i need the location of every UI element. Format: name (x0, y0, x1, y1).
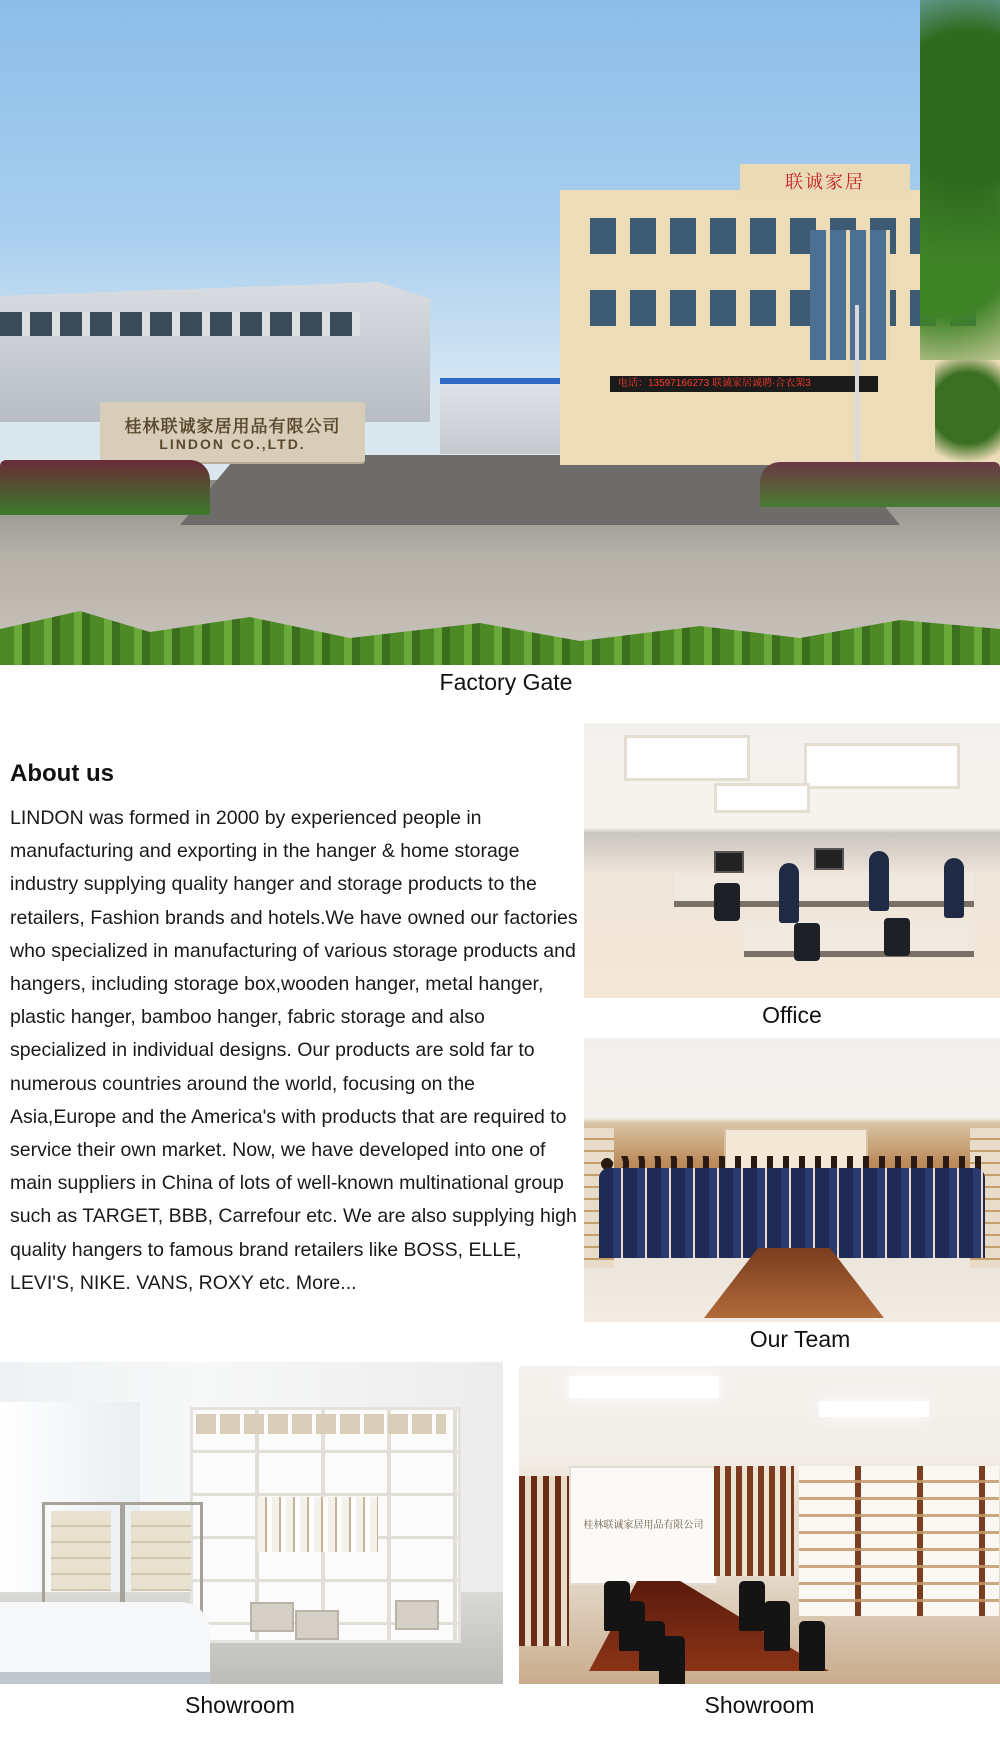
about-us-text: LINDON was formed in 2000 by experienced people in manufacturing and exporting in the hanger & home storage industry supplying quality hanger and storage products to the retailers, Fashion brands and hotels.We have owned our factories who specialized in manufacturing of various storage products and hangers, including storage box,wooden hanger, metal hanger, plastic hanger, bamboo hanger, fabric storage and also specialized in individual designs. Our products are sold far to numerous countries around the world, focusing on the Asia,Europe and the America's with products that are required to service their own market. Now, we have developed into one of main suppliers in China of lots of well-known multinational group such as TARGET, BBB, Carrefour etc. We are also supplying high quality hangers to famous brand retailers like BOSS, ELLE, LEVI'S, NIKE. VANS, ROXY etc. More... (10, 807, 578, 1294)
led-ticker: 电话：13597166273 联诚家居诚聘·合衣架3 (610, 376, 878, 392)
showroom-caption-left: Showroom (185, 1692, 295, 1718)
tree-small (935, 360, 1000, 480)
gate-sign-wall (100, 402, 365, 462)
about-us-heading: About us (10, 760, 114, 787)
factory-gate-photo (0, 0, 1000, 665)
gate-sign-english: LINDON CO.,LTD. (159, 436, 306, 452)
gate-sign-chinese: 桂林联诚家居用品有限公司 (124, 417, 341, 436)
office-photo (584, 723, 1000, 998)
team-photo (584, 1038, 1000, 1322)
showroom-wardrobe-photo (0, 1362, 503, 1684)
warehouse-building-rear (440, 378, 560, 454)
showroom-caption-right: Showroom (704, 1692, 815, 1718)
hedge-left (0, 460, 210, 515)
factory-gate-caption: Factory Gate (439, 669, 573, 695)
team-caption: Our Team (749, 1326, 851, 1352)
warehouse-building (0, 282, 430, 422)
building-sign: 联诚家居 (785, 172, 865, 192)
showroom-conference-photo (519, 1366, 1000, 1684)
showroom-wall-sign: 桂林联诚家居用品有限公司 (583, 1520, 704, 1531)
office-caption: Office (762, 1002, 822, 1028)
tree (920, 0, 1000, 360)
